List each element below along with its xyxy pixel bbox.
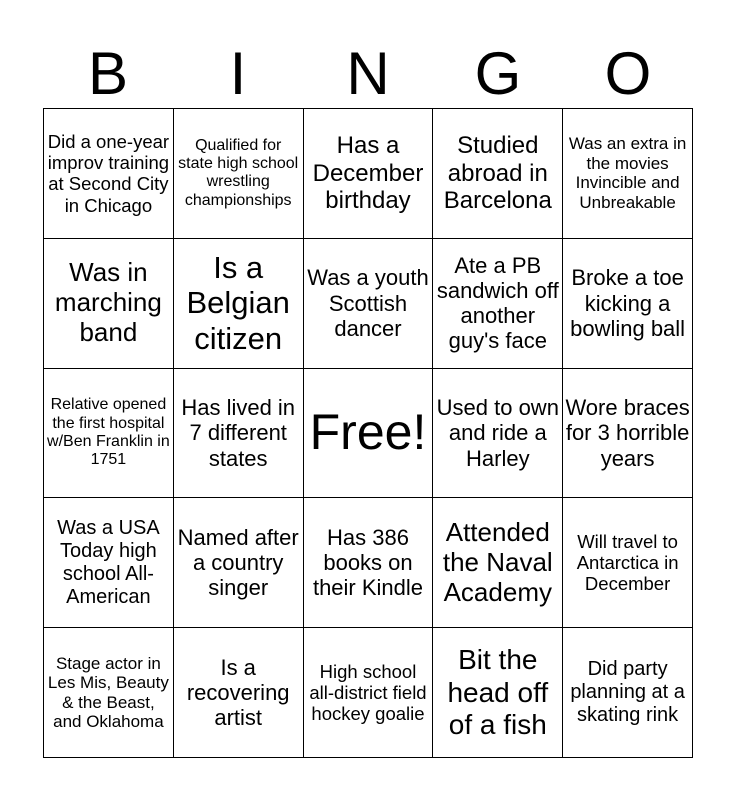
bingo-cell[interactable] bbox=[44, 369, 174, 499]
bingo-cell[interactable] bbox=[433, 369, 563, 499]
bingo-cell[interactable] bbox=[44, 498, 174, 628]
cell-text: Has a December birthday bbox=[312, 132, 424, 215]
cell-text: Was an extra in the movies Invincible and Unbreakable bbox=[568, 134, 687, 212]
bingo-cell[interactable] bbox=[304, 109, 434, 239]
cell-text: Studied abroad in Barcelona bbox=[443, 132, 552, 215]
cell-text: Did a one-year improv training at Second City in Chicago bbox=[47, 130, 170, 216]
cell-text: High school all-district field hockey goalie bbox=[309, 660, 427, 725]
cell-text: Did party planning at a skating rink bbox=[570, 658, 685, 727]
bingo-cell[interactable] bbox=[563, 498, 693, 628]
bingo-cell[interactable] bbox=[174, 239, 304, 369]
bingo-cell[interactable] bbox=[174, 109, 304, 239]
bingo-cell[interactable] bbox=[304, 498, 434, 628]
bingo-header bbox=[43, 40, 693, 108]
bingo-cell[interactable] bbox=[174, 628, 304, 758]
bingo-cell[interactable] bbox=[433, 239, 563, 369]
header-letter-b: B bbox=[87, 40, 129, 107]
header-letter-n: N bbox=[346, 40, 390, 107]
cell-text: Is a recovering artist bbox=[186, 654, 290, 731]
bingo-cell[interactable] bbox=[174, 498, 304, 628]
bingo-cell[interactable] bbox=[44, 239, 174, 369]
bingo-cell[interactable] bbox=[44, 628, 174, 758]
cell-text: Stage actor in Les Mis, Beauty & the Beast, and Oklahoma bbox=[47, 653, 169, 732]
cell-text: Has lived in 7 different states bbox=[181, 395, 296, 471]
bingo-cell[interactable] bbox=[433, 498, 563, 628]
bingo-cell[interactable] bbox=[304, 239, 434, 369]
bingo-cell[interactable] bbox=[563, 239, 693, 369]
cell-text: Will travel to Antarctica in December bbox=[576, 530, 679, 595]
bingo-cell[interactable] bbox=[563, 109, 693, 239]
cell-text: Bit the head off of a fish bbox=[447, 644, 549, 740]
header-letter-i: I bbox=[229, 40, 247, 107]
cell-text: Broke a toe kicking a bowling ball bbox=[570, 265, 686, 341]
cell-text: Ate a PB sandwich off another guy's face bbox=[436, 252, 559, 354]
cell-text: Wore braces for 3 horrible years bbox=[565, 395, 690, 471]
bingo-grid bbox=[43, 108, 693, 758]
bingo-cell[interactable] bbox=[44, 109, 174, 239]
cell-text: Was in marching band bbox=[54, 257, 162, 348]
cell-text: Was a USA Today high school All-American bbox=[57, 516, 160, 608]
header-letter-g: G bbox=[474, 40, 522, 107]
bingo-cell[interactable] bbox=[563, 628, 693, 758]
cell-text: Has 386 books on their Kindle bbox=[312, 524, 424, 601]
bingo-cell[interactable] bbox=[433, 628, 563, 758]
cell-text: Qualified for state high school wrestling championships bbox=[178, 136, 299, 209]
cell-text: Was a youth Scottish dancer bbox=[307, 265, 429, 341]
bingo-cell[interactable] bbox=[563, 369, 693, 499]
bingo-cell[interactable] bbox=[433, 109, 563, 239]
cell-text: Attended the Naval Academy bbox=[442, 516, 553, 607]
bingo-cell[interactable] bbox=[304, 628, 434, 758]
free-space-cell[interactable] bbox=[304, 369, 434, 499]
cell-text: Is a Belgian citizen bbox=[186, 249, 290, 357]
cell-text: Relative opened the first hospital w/Ben Franklin in 1751 bbox=[47, 396, 170, 469]
bingo-cell[interactable] bbox=[174, 369, 304, 499]
cell-text: Named after a country singer bbox=[177, 524, 299, 601]
free-space-text: Free! bbox=[309, 404, 427, 461]
cell-text: Used to own and ride a Harley bbox=[436, 395, 559, 471]
header-letter-o: O bbox=[604, 40, 652, 107]
